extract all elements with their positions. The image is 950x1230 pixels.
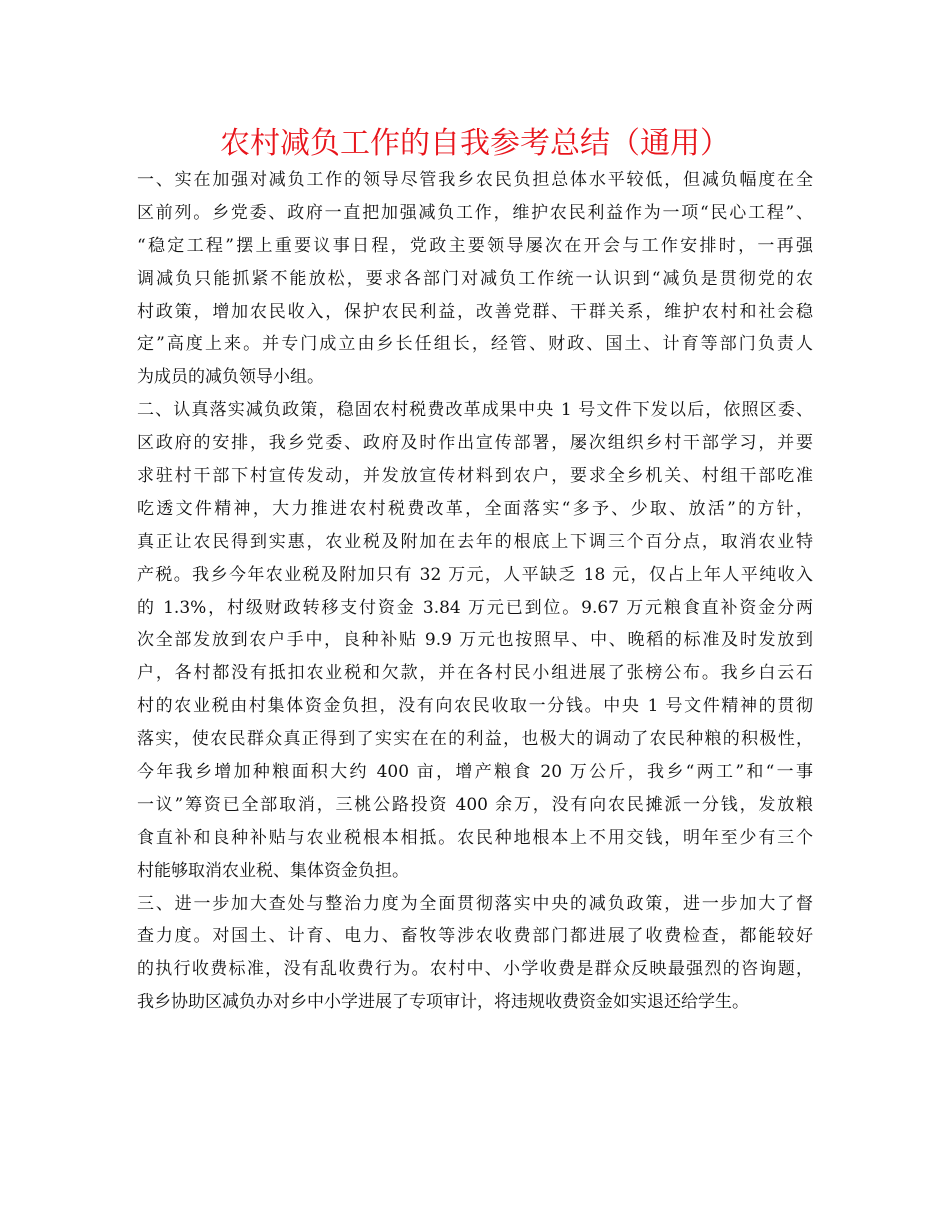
text-line: 定”高度上来。并专门成立由乡长任组长，经管、财政、国土、计育等部门负责人 (137, 334, 813, 355)
text-line: 真正让农民得到实惠，农业税及附加在去年的根底上下调三个百分点，取消农业特 (137, 531, 813, 552)
text-line: 村的农业税由村集体资金负担，没有向农民收取一分钱。中央 1 号文件精神的贯彻 (137, 696, 813, 717)
text-line: 调减负只能抓紧不能放松，要求各部门对减负工作统一认识到“减负是贯彻党的农 (137, 268, 813, 289)
text-line: 求驻村干部下村宣传发动，并发放宣传材料到农户，要求全乡机关、村组干部吃准 (137, 466, 813, 487)
text-line: 落实，使农民群众真正得到了实实在在的利益，也极大的调动了农民种粮的积极性， (137, 729, 813, 750)
text-line: 为成员的减负领导小组。 (137, 367, 324, 388)
text-line: 的执行收费标准，没有乱收费行为。农村中、小学收费是群众反映最强烈的咨询题， (137, 959, 813, 980)
document-title: 农村减负工作的自我参考总结（通用） (220, 126, 730, 161)
text-line: 今年我乡增加种粮面积大约 400 亩，增产粮食 20 万公斤，我乡“两工”和“一事 (137, 762, 813, 783)
text-line: 的 1.3%，村级财政转移支付资金 3.84 万元已到位。9.67 万元粮食直补资金分两 (137, 597, 813, 618)
text-line: 区前列。乡党委、政府一直把加强减负工作，维护农民利益作为一项“民心工程”、 (137, 202, 813, 223)
text-line: 一议”筹资已全部取消，三桃公路投资 400 余万，没有向农民摊派一分钱，发放粮 (137, 794, 813, 815)
text-line: 户，各村都没有抵扣农业税和欠款，并在各村民小组进展了张榜公布。我乡白云石 (137, 663, 813, 684)
text-line: 一、实在加强对减负工作的领导尽管我乡农民负担总体水平较低，但减负幅度在全 (137, 170, 813, 190)
text-line: 次全部发放到农户手中，良种补贴 9.9 万元也按照早、中、晚稻的标准及时发放到 (137, 630, 813, 651)
text-line: 村政策，增加农民收入，保护农民利益，改善党群、干群关系，维护农村和社会稳 (137, 301, 813, 322)
text-line: 产税。我乡今年农业税及附加只有 32 万元，人平缺乏 18 元，仅占上年人平纯收入 (137, 564, 813, 585)
text-line: 区政府的安排，我乡党委、政府及时作出宣传部署，屡次组织乡村干部学习，并要 (137, 433, 813, 454)
text-line: 我乡协助区减负办对乡中小学进展了专项审计，将违规收费资金如实退还给学生。 (137, 992, 749, 1013)
text-line: 村能够取消农业税、集体资金负担。 (137, 860, 409, 881)
text-line: 吃透文件精神，大力推进农村税费改革，全面落实“多予、少取、放活”的方针， (137, 498, 813, 519)
text-line: 二、认真落实减负政策，稳固农村税费改革成果中央 1 号文件下发以后，依照区委、 (137, 400, 813, 421)
text-line: 三、进一步加大查处与整治力度为全面贯彻落实中央的减负政策，进一步加大了督 (137, 893, 813, 914)
text-line: 查力度。对国土、计育、电力、畜牧等涉农收费部门都进展了收费检查，都能较好 (137, 926, 813, 947)
document-body (137, 164, 813, 1019)
text-line: “稳定工程”摆上重要议事日程，党政主要领导屡次在开会与工作安排时，一再强 (137, 235, 813, 256)
text-line: 食直补和良种补贴与农业税根本相抵。农民种地根本上不用交钱，明年至少有三个 (137, 827, 813, 848)
